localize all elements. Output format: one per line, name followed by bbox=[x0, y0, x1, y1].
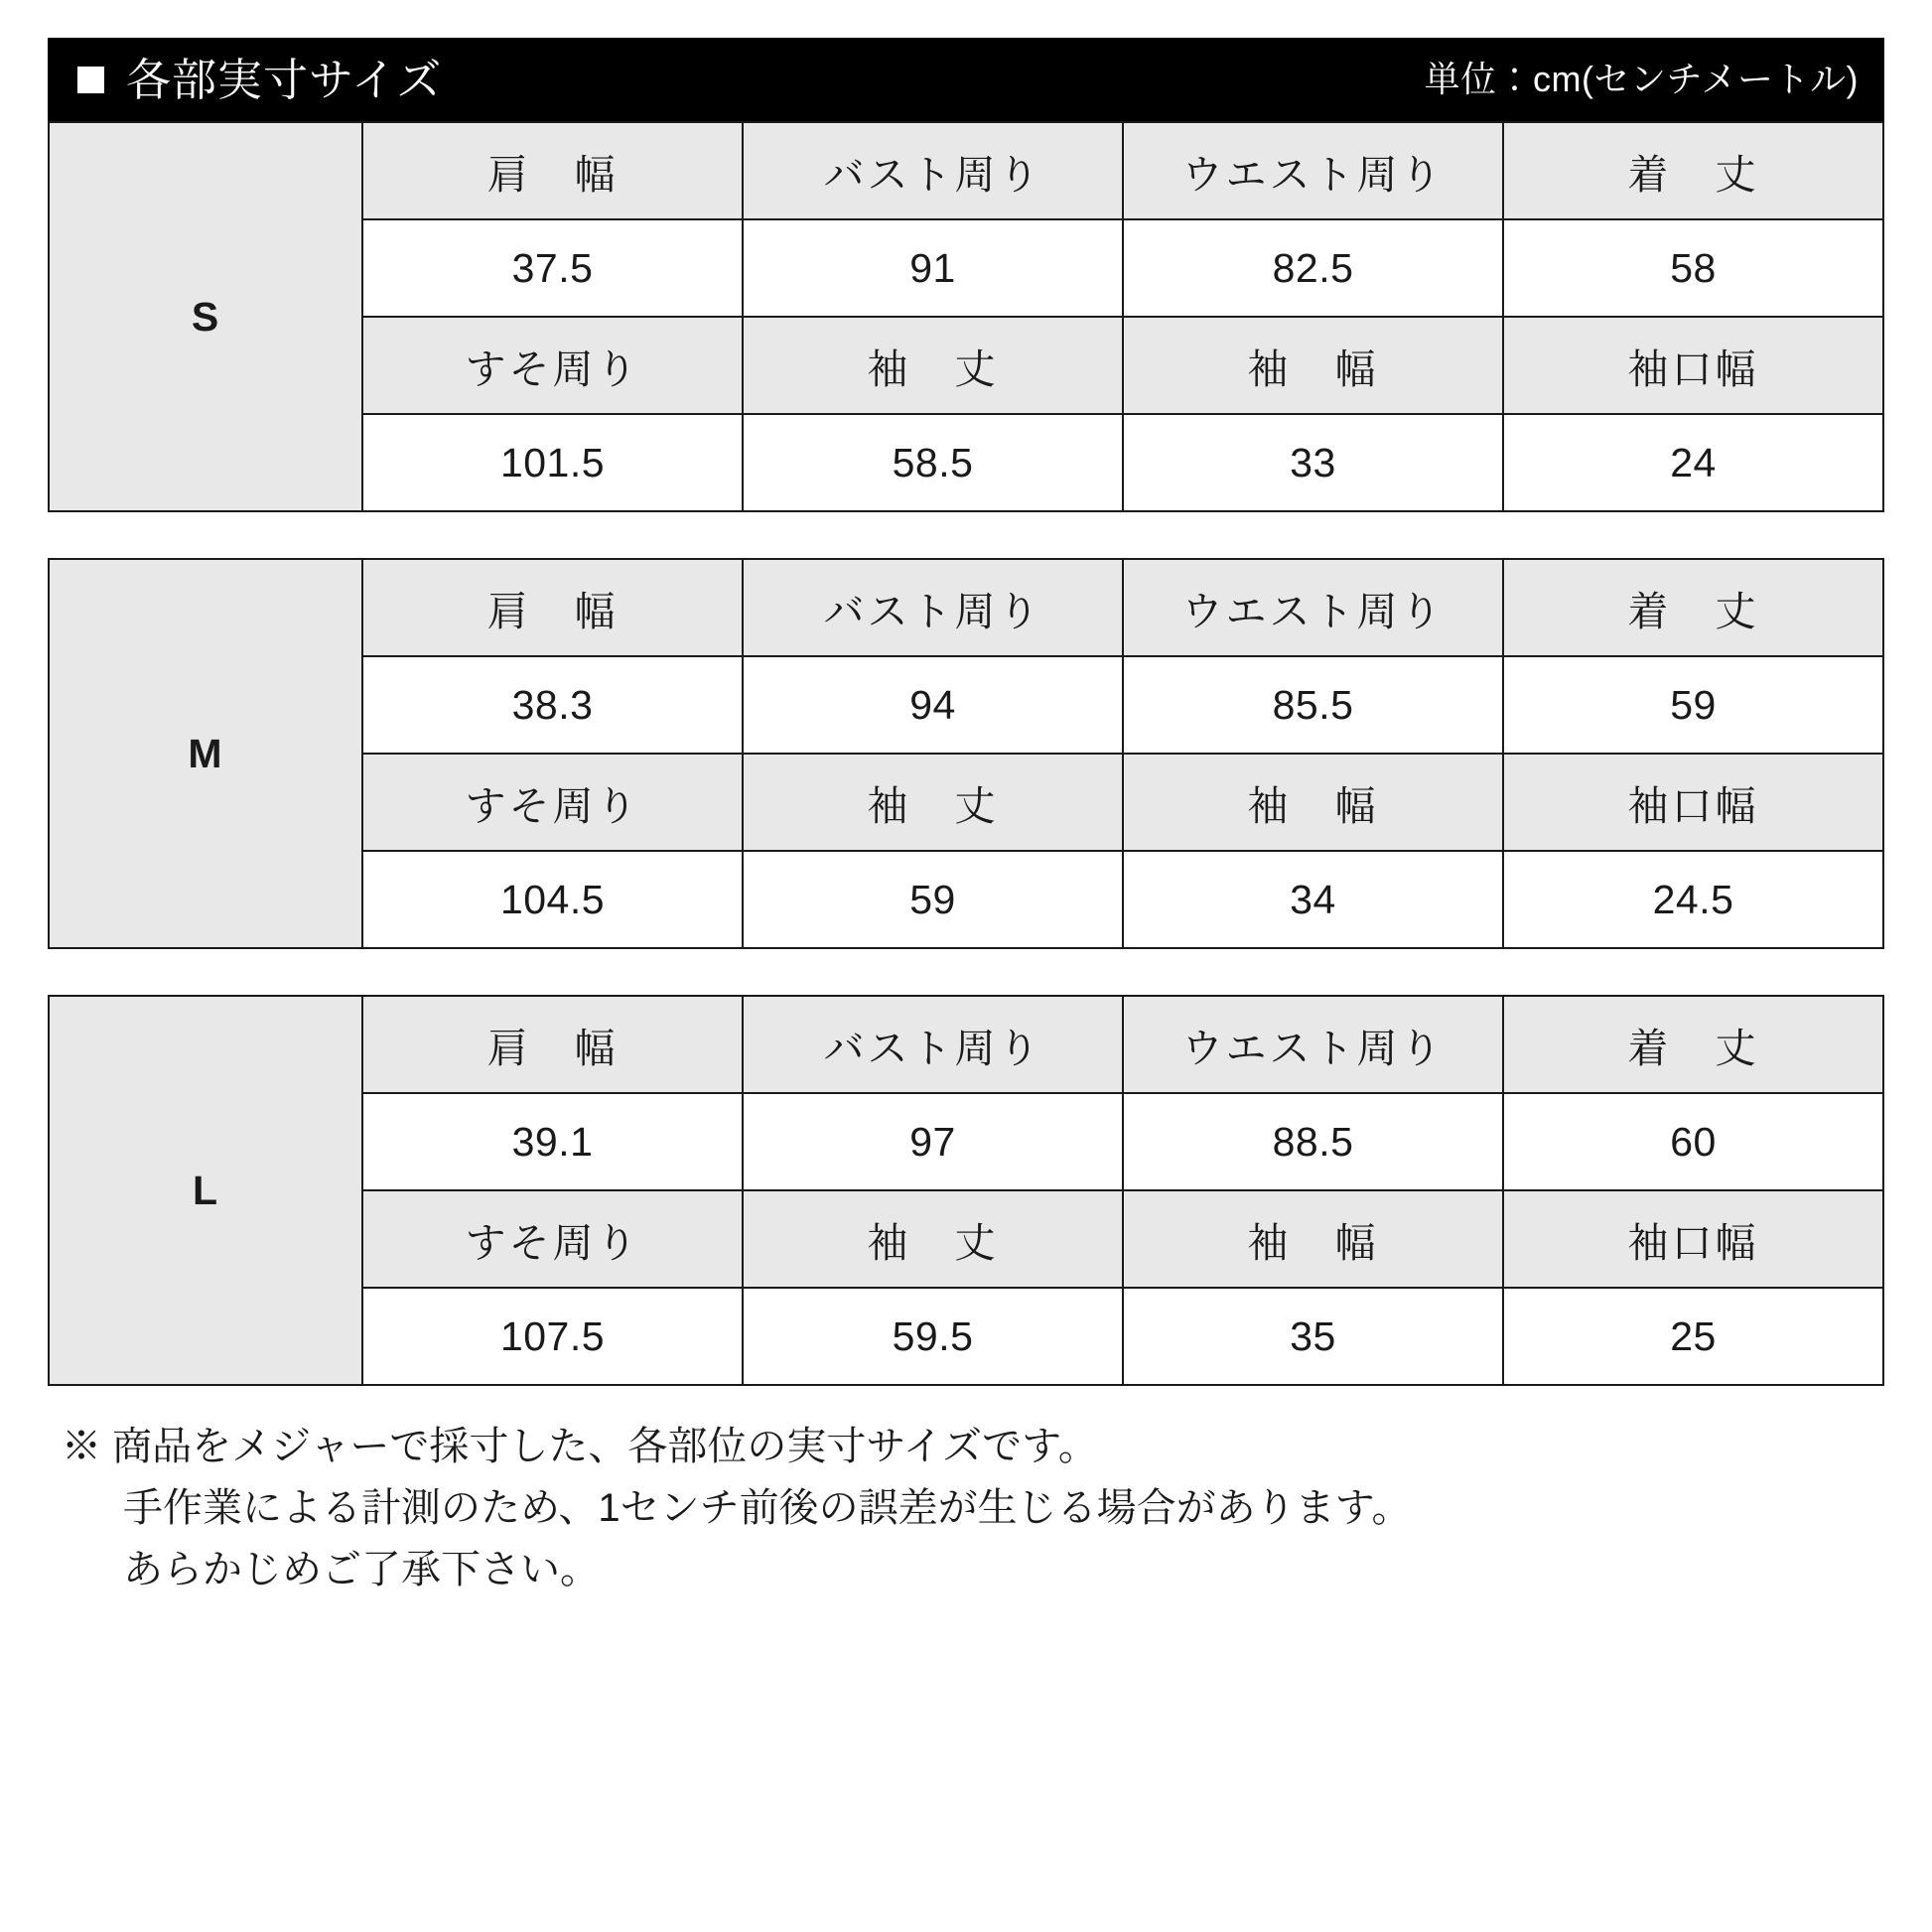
value-length: 59 bbox=[1503, 656, 1883, 754]
value-shoulder: 39.1 bbox=[362, 1093, 743, 1190]
header-waist: ウエスト周り bbox=[1123, 996, 1503, 1093]
table-row bbox=[49, 559, 1883, 656]
value-hem: 107.5 bbox=[362, 1288, 743, 1385]
header-hem: すそ周り bbox=[362, 754, 743, 851]
value-sleeve-width: 34 bbox=[1123, 851, 1503, 948]
value-cuff-width: 24.5 bbox=[1503, 851, 1883, 948]
value-cuff-width: 24 bbox=[1503, 414, 1883, 511]
header-bust: バスト周り bbox=[743, 122, 1123, 219]
header-sleeve-length: 袖 丈 bbox=[743, 317, 1123, 414]
size-label-l: L bbox=[49, 996, 362, 1385]
value-sleeve-width: 33 bbox=[1123, 414, 1503, 511]
header-sleeve-length: 袖 丈 bbox=[743, 1190, 1123, 1288]
note-line-3: あらかじめご了承下さい。 bbox=[123, 1548, 600, 1591]
black-square-icon bbox=[77, 67, 104, 93]
value-sleeve-length: 58.5 bbox=[743, 414, 1123, 511]
header-bust: バスト周り bbox=[743, 559, 1123, 656]
header-hem: すそ周り bbox=[362, 1190, 743, 1288]
table-row bbox=[49, 122, 1883, 219]
header-cuff-width: 袖口幅 bbox=[1503, 317, 1883, 414]
size-table-s bbox=[48, 121, 1884, 512]
value-bust: 94 bbox=[743, 656, 1123, 754]
header-shoulder: 肩 幅 bbox=[362, 996, 743, 1093]
value-waist: 82.5 bbox=[1123, 219, 1503, 317]
header-sleeve-length: 袖 丈 bbox=[743, 754, 1123, 851]
value-length: 58 bbox=[1503, 219, 1883, 317]
value-hem: 104.5 bbox=[362, 851, 743, 948]
size-table-m bbox=[48, 558, 1884, 949]
page-title: 各部実寸サイズ bbox=[126, 54, 443, 105]
header-sleeve-width: 袖 幅 bbox=[1123, 317, 1503, 414]
value-waist: 88.5 bbox=[1123, 1093, 1503, 1190]
size-table-l bbox=[48, 995, 1884, 1386]
note-line-2: 手作業による計測のため、1センチ前後の誤差が生じる場合があります。 bbox=[123, 1486, 1412, 1530]
size-label-m: M bbox=[49, 559, 362, 948]
value-cuff-width: 25 bbox=[1503, 1288, 1883, 1385]
header-sleeve-width: 袖 幅 bbox=[1123, 1190, 1503, 1288]
value-bust: 97 bbox=[743, 1093, 1123, 1190]
value-sleeve-length: 59.5 bbox=[743, 1288, 1123, 1385]
header-waist: ウエスト周り bbox=[1123, 559, 1503, 656]
size-label-s: S bbox=[49, 122, 362, 511]
value-sleeve-width: 35 bbox=[1123, 1288, 1503, 1385]
header-bar bbox=[48, 38, 1884, 121]
header-shoulder: 肩 幅 bbox=[362, 559, 743, 656]
header-length: 着 丈 bbox=[1503, 122, 1883, 219]
note-line-1: ※ 商品をメジャーで採寸した、各部位の実寸サイズです。 bbox=[62, 1425, 1098, 1468]
value-waist: 85.5 bbox=[1123, 656, 1503, 754]
header-waist: ウエスト周り bbox=[1123, 122, 1503, 219]
header-bust: バスト周り bbox=[743, 996, 1123, 1093]
value-bust: 91 bbox=[743, 219, 1123, 317]
value-sleeve-length: 59 bbox=[743, 851, 1123, 948]
header-sleeve-width: 袖 幅 bbox=[1123, 754, 1503, 851]
header-length: 着 丈 bbox=[1503, 559, 1883, 656]
value-shoulder: 38.3 bbox=[362, 656, 743, 754]
header-cuff-width: 袖口幅 bbox=[1503, 754, 1883, 851]
value-length: 60 bbox=[1503, 1093, 1883, 1190]
value-shoulder: 37.5 bbox=[362, 219, 743, 317]
notes-block bbox=[48, 1416, 1884, 1600]
value-hem: 101.5 bbox=[362, 414, 743, 511]
header-shoulder: 肩 幅 bbox=[362, 122, 743, 219]
header-left-group bbox=[77, 54, 443, 105]
header-length: 着 丈 bbox=[1503, 996, 1883, 1093]
header-cuff-width: 袖口幅 bbox=[1503, 1190, 1883, 1288]
table-row bbox=[49, 996, 1883, 1093]
header-hem: すそ周り bbox=[362, 317, 743, 414]
unit-note: 単位：cm(センチメートル) bbox=[1424, 59, 1859, 99]
